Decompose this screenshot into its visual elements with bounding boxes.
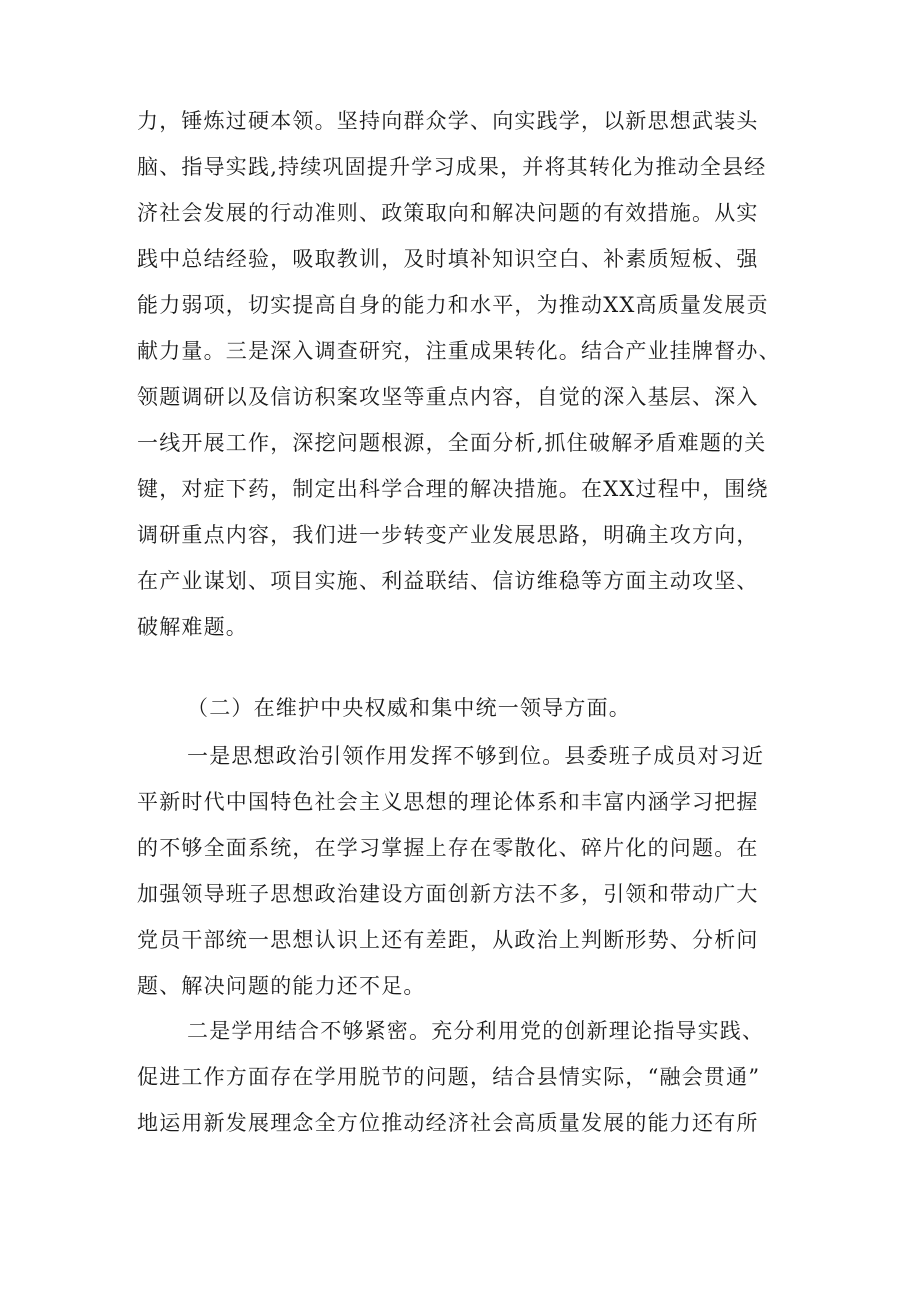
paragraph-1-line: 在产业谋划、项目实施、利益联结、信访维稳等方面主动攻坚、 <box>137 569 759 593</box>
paragraph-1-line: 领题调研以及信访积案攻坚等重点内容，自觉的深入基层、深入 <box>137 385 759 409</box>
paragraph-3-line: 促进工作方面存在学用脱节的问题，结合县情实际，“融会贯通” <box>137 1065 761 1089</box>
section-heading-text: （二）在维护中央权威和集中统一领导方面。 <box>187 696 631 720</box>
paragraph-1 <box>137 98 797 650</box>
paragraph-1-line: 济社会发展的行动准则、政策取向和解决问题的有效措施。从实 <box>137 201 759 225</box>
paragraph-3 <box>137 1008 797 1146</box>
paragraph-2-line: 一是思想政治引领作用发挥不够到位。县委班子成员对习近 <box>187 744 765 768</box>
paragraph-2-line: 党员干部统一思想认识上还有差距，从政治上判断形势、分析问 <box>137 928 759 952</box>
paragraph-1-line: 键，对症下药，制定出科学合理的解决措施。在XX过程中，围绕 <box>137 477 769 501</box>
paragraph-1-line: 一线开展工作，深挖问题根源，全面分析,抓住破解矛盾难题的关 <box>137 431 767 455</box>
paragraph-1-line: 力，锤炼过硬本领。坚持向群众学、向实践学，以新思想武装头 <box>137 109 759 133</box>
paragraph-2 <box>137 733 797 1009</box>
paragraph-2-line: 加强领导班子思想政治建设方面创新方法不多，引领和带动广大 <box>137 882 759 906</box>
paragraph-1-line: 破解难题。 <box>137 615 248 639</box>
paragraph-1-line: 献力量。三是深入调查研究，注重成果转化。结合产业挂牌督办、 <box>137 339 781 363</box>
paragraph-3-line: 地运用新发展理念全方位推动经济社会高质量发展的能力还有所 <box>137 1111 759 1135</box>
paragraph-3-line: 二是学用结合不够紧密。充分利用党的创新理论指导实践、 <box>187 1019 765 1043</box>
paragraph-2-line: 题、解决问题的能力还不足。 <box>137 974 426 998</box>
paragraph-1-line: 脑、指导实践,持续巩固提升学习成果，并将其转化为推动全县经 <box>137 155 767 179</box>
paragraph-2-line: 平新时代中国特色社会主义思想的理论体系和丰富内涵学习把握 <box>137 790 759 814</box>
paragraph-1-line: 调研重点内容，我们进一步转变产业发展思路，明确主攻方向， <box>137 523 759 547</box>
paragraph-1-line: 能力弱项，切实提高自身的能力和水平，为推动XX高质量发展贡 <box>137 293 769 317</box>
paragraph-2-line: 的不够全面系统，在学习掌握上存在零散化、碎片化的问题。在 <box>137 836 759 860</box>
section-heading <box>137 685 797 731</box>
paragraph-1-line: 践中总结经验，吸取教训，及时填补知识空白、补素质短板、强 <box>137 247 759 271</box>
